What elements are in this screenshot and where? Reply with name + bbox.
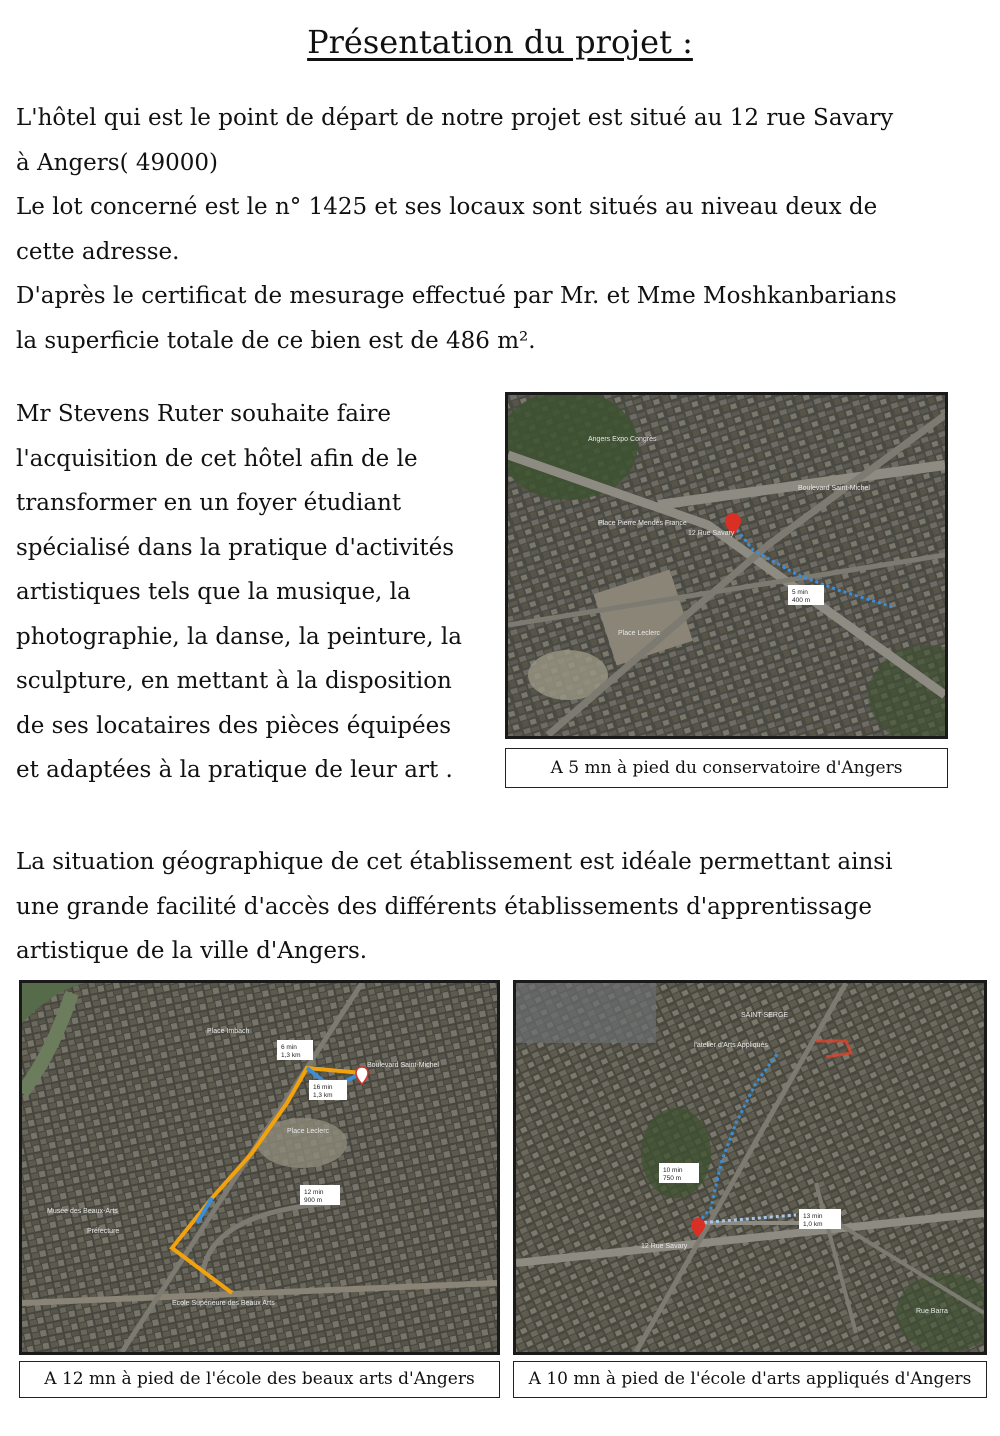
project-line: photographie, la danse, la peinture, la bbox=[16, 623, 462, 650]
walk-distance: 1,3 km bbox=[313, 1092, 333, 1099]
alt-distance: 1,0 km bbox=[803, 1221, 823, 1228]
location-paragraph bbox=[16, 840, 892, 974]
map-caption: A 10 mn à pied de l'école d'arts appliqués d'Angers bbox=[513, 1361, 987, 1398]
alt-time: 13 min bbox=[803, 1213, 823, 1220]
project-line: transformer en un foyer étudiant bbox=[16, 490, 402, 516]
walk-time: 16 min bbox=[313, 1084, 333, 1091]
destination-label: l'atelier d'Arts Appliqués bbox=[694, 1042, 768, 1049]
project-line: sculpture, en mettant à la disposition bbox=[16, 668, 452, 694]
route-distance: 400 m bbox=[792, 597, 811, 604]
pin-label: 12 Rue Savary bbox=[641, 1243, 688, 1250]
intro-line: à Angers( 49000) bbox=[16, 149, 219, 176]
place-label: Place Pierre Mendès France bbox=[598, 520, 687, 527]
place-label: Musée des Beaux-Arts bbox=[47, 1208, 118, 1215]
project-paragraph bbox=[16, 392, 462, 793]
destination-label: Ecole Supérieure des Beaux Arts bbox=[172, 1300, 275, 1307]
location-line: La situation géographique de cet établissement est idéale permettant ainsi bbox=[16, 849, 893, 875]
intro-line: L'hôtel qui est le point de départ de notre projet est situé au 12 rue Savary bbox=[16, 105, 894, 131]
map-caption: A 5 mn à pied du conservatoire d'Angers bbox=[505, 748, 948, 788]
place-label: Préfecture bbox=[87, 1228, 120, 1235]
project-line: et adaptées à la pratique de leur art . bbox=[16, 757, 453, 783]
intro-line: la superficie totale de ce bien est de 486 m². bbox=[16, 327, 536, 354]
project-line: l'acquisition de cet hôtel afin de le bbox=[16, 445, 418, 472]
place-label: Place Leclerc bbox=[618, 630, 661, 637]
route-time: 10 min bbox=[663, 1167, 683, 1174]
aerial-map bbox=[508, 395, 945, 736]
place-label: Place Leclerc bbox=[287, 1128, 330, 1135]
page-title: Présentation du projet : bbox=[307, 23, 693, 61]
alt-time: 12 min bbox=[304, 1189, 324, 1196]
location-line: une grande facilité d'accès des différents établissements d'apprentissage bbox=[16, 893, 872, 920]
map-caption: A 12 mn à pied de l'école des beaux arts d'Angers bbox=[19, 1361, 500, 1398]
project-line: de ses locataires des pièces équipées bbox=[16, 712, 452, 739]
intro-paragraph bbox=[16, 96, 897, 363]
route-distance: 750 m bbox=[663, 1175, 682, 1182]
place-label: Boulevard Saint-Michel bbox=[798, 485, 870, 492]
project-line: spécialisé dans la pratique d'activités bbox=[16, 534, 454, 561]
place-label: SAINT-SERGE bbox=[741, 1012, 789, 1019]
aerial-map bbox=[516, 983, 984, 1352]
intro-line: Le lot concerné est le n° 1425 et ses locaux sont situés au niveau deux de bbox=[16, 194, 878, 220]
pin-label: 12 Rue Savary bbox=[688, 530, 735, 537]
project-line: Mr Stevens Ruter souhaite faire bbox=[16, 401, 391, 427]
route-time: 5 min bbox=[792, 589, 808, 596]
intro-line: D'après le certificat de mesurage effectué par Mr. et Mme Moshkanbarians bbox=[16, 283, 897, 309]
map-arts-appliques bbox=[513, 980, 987, 1355]
place-label: Angers Expo Congrès bbox=[588, 436, 657, 443]
project-line: artistiques tels que la musique, la bbox=[16, 579, 411, 605]
aerial-map bbox=[22, 983, 497, 1352]
intro-line: cette adresse. bbox=[16, 238, 180, 265]
car-distance: 1,3 km bbox=[281, 1052, 301, 1059]
map-beaux-arts bbox=[19, 980, 500, 1355]
location-line: artistique de la ville d'Angers. bbox=[16, 938, 368, 964]
place-label: Place Imbach bbox=[207, 1028, 250, 1035]
place-label: Boulevard Saint-Michel bbox=[367, 1062, 439, 1069]
car-time: 6 min bbox=[281, 1044, 297, 1051]
place-label: Rue Barra bbox=[916, 1308, 948, 1315]
map-conservatoire bbox=[505, 392, 948, 739]
alt-distance: 900 m bbox=[304, 1197, 323, 1204]
